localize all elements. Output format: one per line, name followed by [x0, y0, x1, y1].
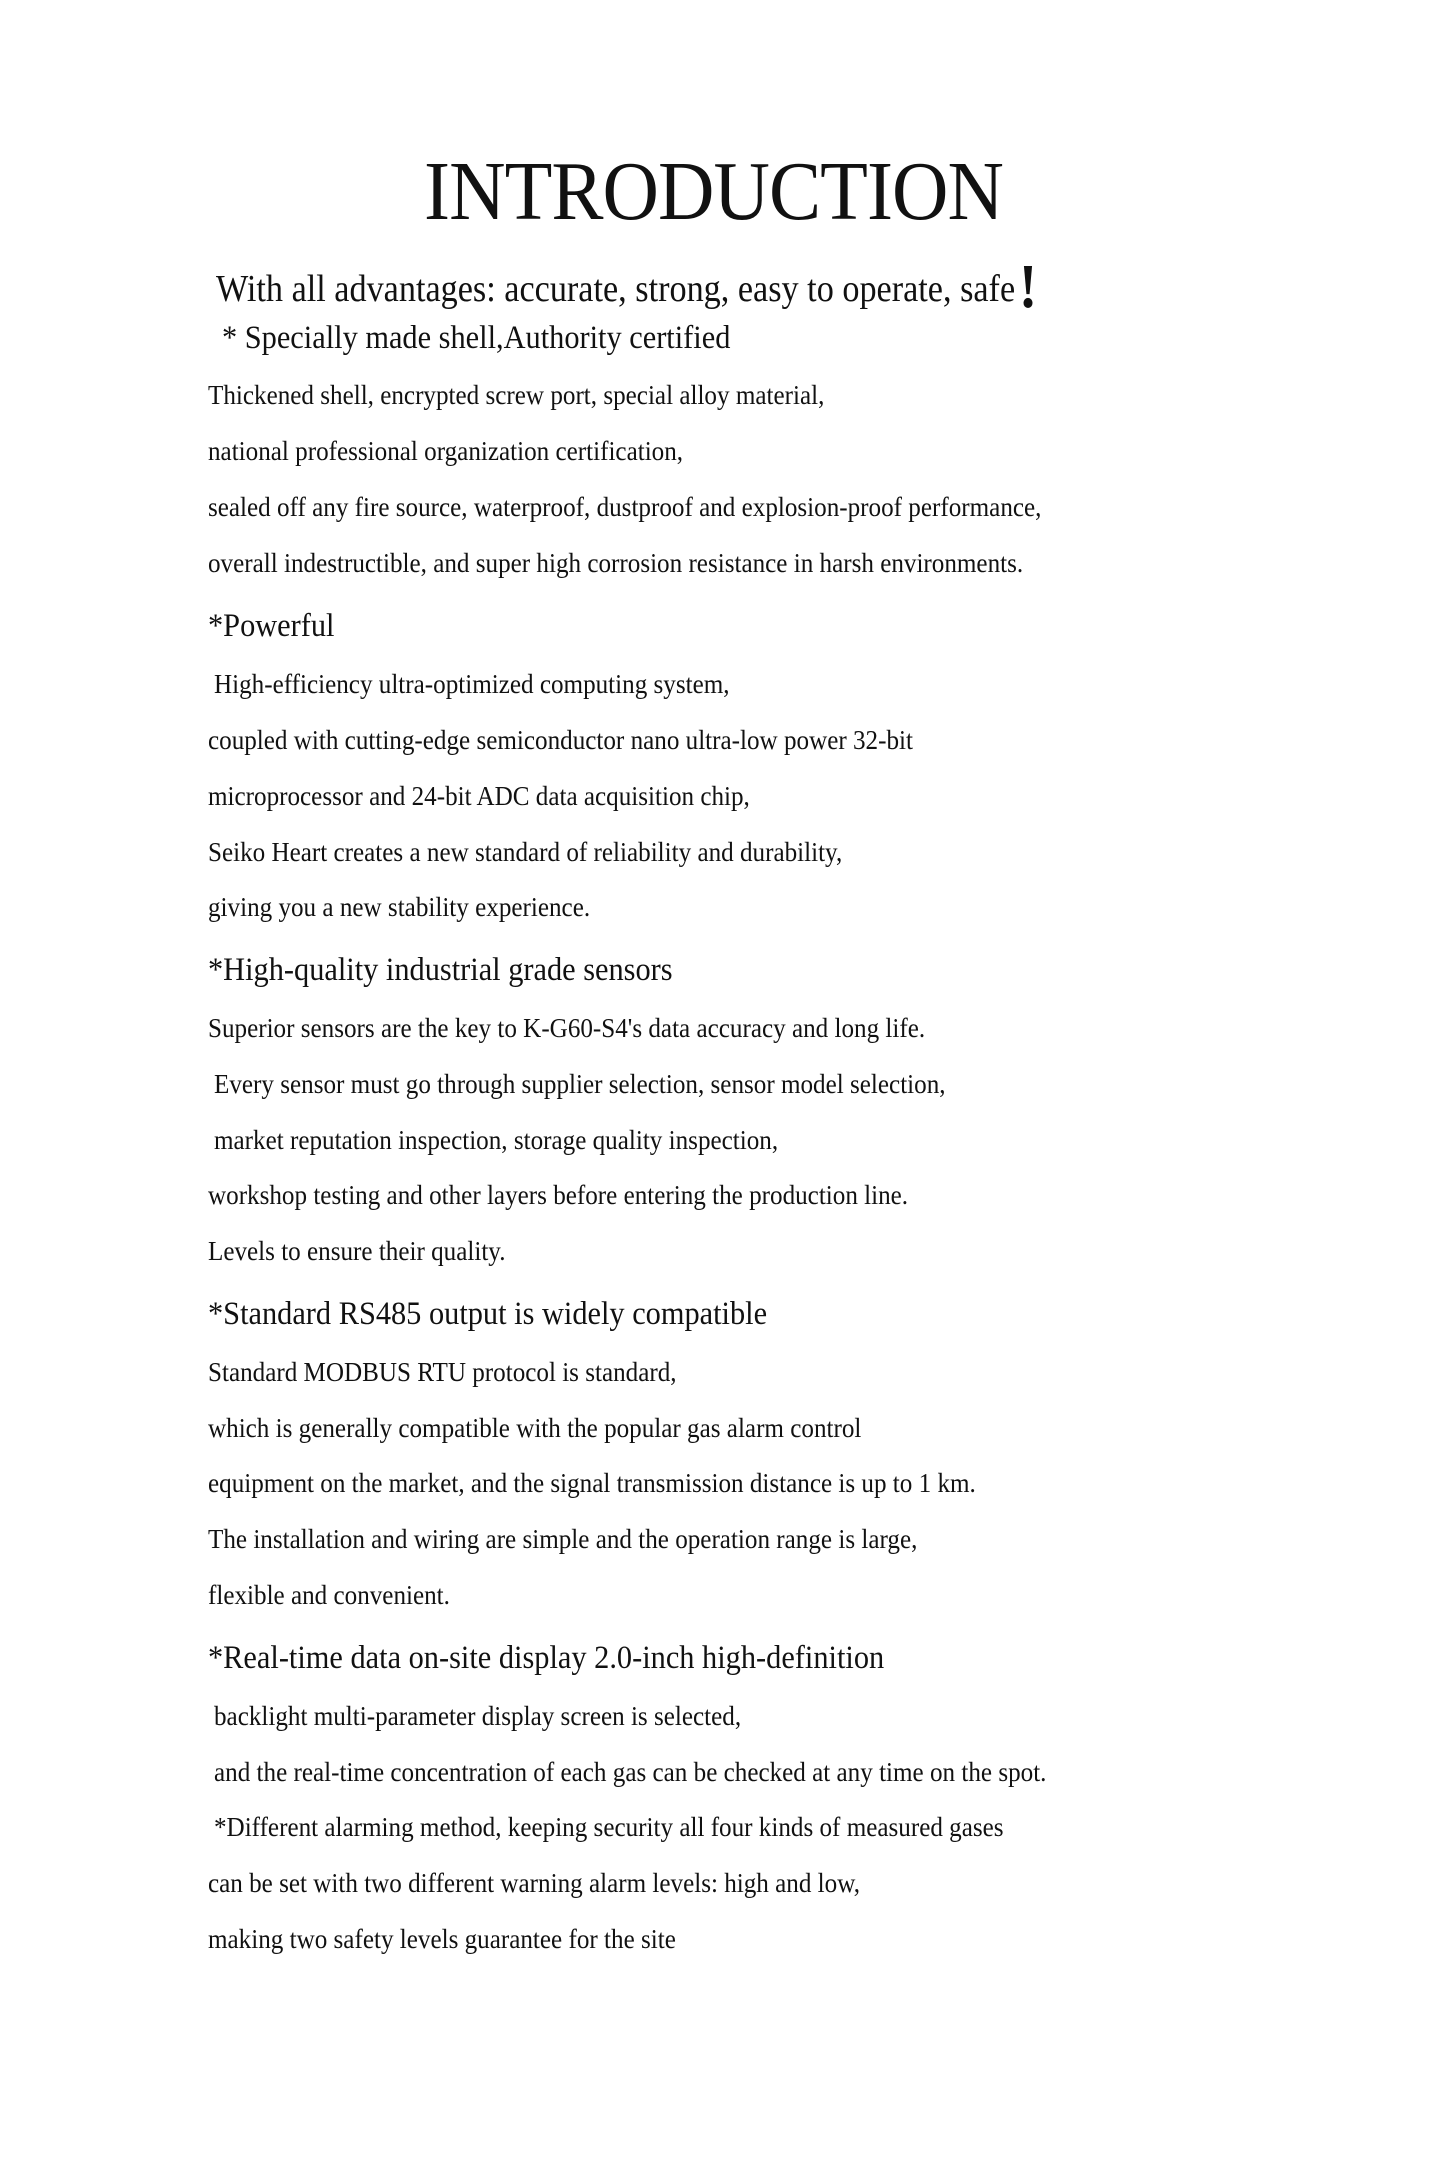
body-line: backlight multi-parameter display screen is selected, — [214, 1701, 742, 1731]
section-heading-rs485: *Standard RS485 output is widely compatible — [208, 1296, 768, 1332]
body-line: overall indestructible, and super high corrosion resistance in harsh environments. — [208, 548, 1024, 578]
body-line: market reputation inspection, storage quality inspection, — [214, 1125, 779, 1155]
body-line: Thickened shell, encrypted screw port, special alloy material, — [208, 380, 825, 410]
body-line: The installation and wiring are simple and the operation range is large, — [208, 1524, 918, 1554]
section-heading-sensors: *High-quality industrial grade sensors — [208, 952, 673, 988]
body-line: coupled with cutting-edge semiconductor nano ultra-low power 32-bit — [208, 725, 913, 755]
body-line: can be set with two different warning alarm levels: high and low, — [208, 1868, 860, 1898]
body-line: sealed off any fire source, waterproof, dustproof and explosion-proof performance, — [208, 492, 1042, 522]
body-line: national professional organization certification, — [208, 436, 684, 466]
page-title: INTRODUCTION — [424, 145, 1004, 238]
body-line: and the real-time concentration of each gas can be checked at any time on the spot. — [214, 1757, 1047, 1787]
body-line: Standard MODBUS RTU protocol is standard, — [208, 1357, 677, 1387]
body-line: workshop testing and other layers before entering the production line. — [208, 1180, 909, 1210]
section-heading-shell: * Specially made shell,Authority certified — [222, 320, 731, 356]
section-heading-powerful: *Powerful — [208, 608, 335, 644]
body-line: Levels to ensure their quality. — [208, 1236, 506, 1266]
body-line: Superior sensors are the key to K-G60-S4's data accuracy and long life. — [208, 1013, 926, 1043]
body-line: Seiko Heart creates a new standard of reliability and durability, — [208, 837, 843, 867]
exclamation-mark: ! — [1018, 253, 1038, 321]
body-line: which is generally compatible with the popular gas alarm control — [208, 1413, 862, 1443]
section-heading-display: *Real-time data on-site display 2.0-inch high-definition — [208, 1640, 885, 1676]
subtitle — [216, 250, 1038, 321]
body-line: *Different alarming method, keeping security all four kinds of measured gases — [214, 1812, 1004, 1842]
body-line: microprocessor and 24-bit ADC data acquisition chip, — [208, 781, 750, 811]
body-line: giving you a new stability experience. — [208, 892, 591, 922]
body-line: High-efficiency ultra-optimized computing system, — [214, 669, 730, 699]
body-line: equipment on the market, and the signal transmission distance is up to 1 km. — [208, 1468, 976, 1498]
body-line: making two safety levels guarantee for the site — [208, 1924, 676, 1954]
subtitle-text: With all advantages: accurate, strong, easy to operate, safe — [216, 268, 1016, 310]
body-line: flexible and convenient. — [208, 1580, 450, 1610]
body-line: Every sensor must go through supplier selection, sensor model selection, — [214, 1069, 946, 1099]
